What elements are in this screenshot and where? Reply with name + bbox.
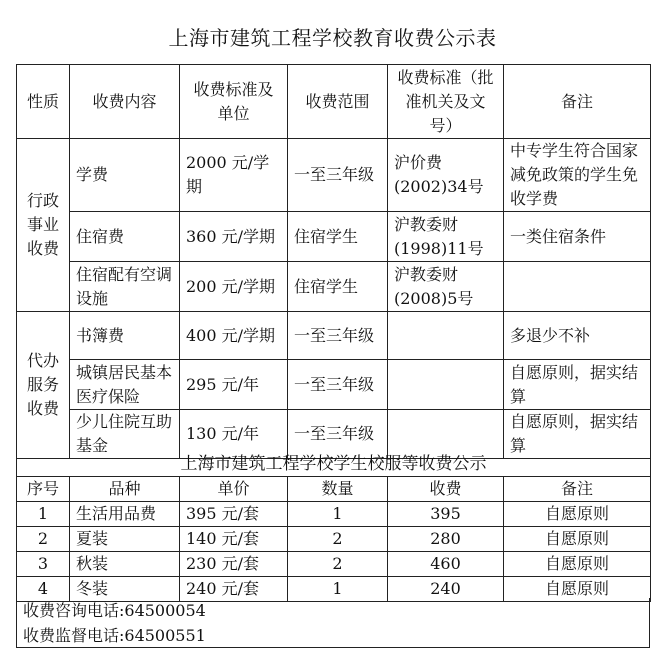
approval-cell: [388, 360, 504, 410]
scope-cell: 一至三年级: [288, 360, 388, 410]
header-content: 收费内容: [70, 65, 180, 139]
remark-cell: 自愿原则: [504, 577, 651, 602]
note-cell: 自愿原则，据实结算: [504, 410, 651, 459]
price-cell: 240 元/套: [180, 577, 288, 602]
note-cell: 一类住宿条件: [504, 212, 651, 262]
table-row: [17, 312, 651, 360]
remark-cell: 自愿原则: [504, 502, 651, 527]
fee-cell: 240: [388, 577, 504, 602]
header-approval: 收费标准（批准机关及文号）: [388, 65, 504, 139]
inquiry-phone: 收费咨询电话:64500054: [23, 601, 206, 620]
page-title: 上海市建筑工程学校教育收费公示表: [168, 26, 497, 50]
uniform-subtitle-row: [17, 452, 651, 477]
table-row: [17, 527, 651, 552]
category-agency: 代办服务收费: [17, 312, 70, 459]
qty-cell: 2: [288, 552, 388, 577]
header-note: 备注: [504, 65, 651, 139]
item-cell: 生活用品费: [70, 502, 180, 527]
no-cell: 4: [17, 577, 70, 602]
header-fee: 收费: [388, 477, 504, 502]
category-admin: 行政事业收费: [17, 139, 70, 312]
no-cell: 3: [17, 552, 70, 577]
header-standard: 收费标准及单位: [180, 65, 288, 139]
price-cell: 140 元/套: [180, 527, 288, 552]
price-cell: 230 元/套: [180, 552, 288, 577]
header-item: 品种: [70, 477, 180, 502]
item-cell: 书簿费: [70, 312, 180, 360]
standard-cell: 360 元/学期: [180, 212, 288, 262]
price-cell: 395 元/套: [180, 502, 288, 527]
remark-cell: 自愿原则: [504, 552, 651, 577]
standard-cell: 200 元/学期: [180, 262, 288, 312]
supervision-phone: 收费监督电话:64500551: [23, 626, 206, 645]
approval-cell: 沪价费(2002)34号: [388, 139, 504, 212]
header-qty: 数量: [288, 477, 388, 502]
scope-cell: 一至三年级: [288, 312, 388, 360]
scope-cell: 一至三年级: [288, 410, 388, 459]
note-cell: 自愿原则，据实结算: [504, 360, 651, 410]
table-row: [17, 502, 651, 527]
standard-cell: 295 元/年: [180, 360, 288, 410]
header-no: 序号: [17, 477, 70, 502]
qty-cell: 2: [288, 527, 388, 552]
note-cell: 多退少不补: [504, 312, 651, 360]
scope-cell: 住宿学生: [288, 262, 388, 312]
note-cell: [504, 262, 651, 312]
uniform-header-row: [17, 477, 651, 502]
item-cell: 秋装: [70, 552, 180, 577]
header-scope: 收费范围: [288, 65, 388, 139]
table-row: [17, 212, 651, 262]
standard-cell: 2000 元/学期: [180, 139, 288, 212]
header-nature: 性质: [17, 65, 70, 139]
header-remark: 备注: [504, 477, 651, 502]
scope-cell: 一至三年级: [288, 139, 388, 212]
uniform-table: [16, 452, 651, 602]
contact-box: [16, 598, 650, 648]
item-cell: 城镇居民基本医疗保险: [70, 360, 180, 410]
item-cell: 住宿费: [70, 212, 180, 262]
note-cell: 中专学生符合国家减免政策的学生免收学费: [504, 139, 651, 212]
table-row: [17, 360, 651, 410]
uniform-subtitle: 上海市建筑工程学校学生校服等收费公示: [17, 452, 651, 477]
item-cell: 夏装: [70, 527, 180, 552]
qty-cell: 1: [288, 502, 388, 527]
item-cell: 学费: [70, 139, 180, 212]
fee-cell: 280: [388, 527, 504, 552]
fee-header-row: [17, 65, 651, 139]
remark-cell: 自愿原则: [504, 527, 651, 552]
qty-cell: 1: [288, 577, 388, 602]
fee-cell: 460: [388, 552, 504, 577]
table-row: [17, 552, 651, 577]
no-cell: 2: [17, 527, 70, 552]
approval-cell: [388, 312, 504, 360]
fee-table: [16, 64, 651, 459]
item-cell: 冬装: [70, 577, 180, 602]
item-cell: 住宿配有空调设施: [70, 262, 180, 312]
standard-cell: 400 元/学期: [180, 312, 288, 360]
standard-cell: 130 元/年: [180, 410, 288, 459]
fee-cell: 395: [388, 502, 504, 527]
item-cell: 少儿住院互助基金: [70, 410, 180, 459]
table-row: [17, 262, 651, 312]
table-row: [17, 139, 651, 212]
approval-cell: 沪教委财(1998)11号: [388, 212, 504, 262]
scope-cell: 住宿学生: [288, 212, 388, 262]
header-price: 单价: [180, 477, 288, 502]
no-cell: 1: [17, 502, 70, 527]
approval-cell: 沪教委财(2008)5号: [388, 262, 504, 312]
